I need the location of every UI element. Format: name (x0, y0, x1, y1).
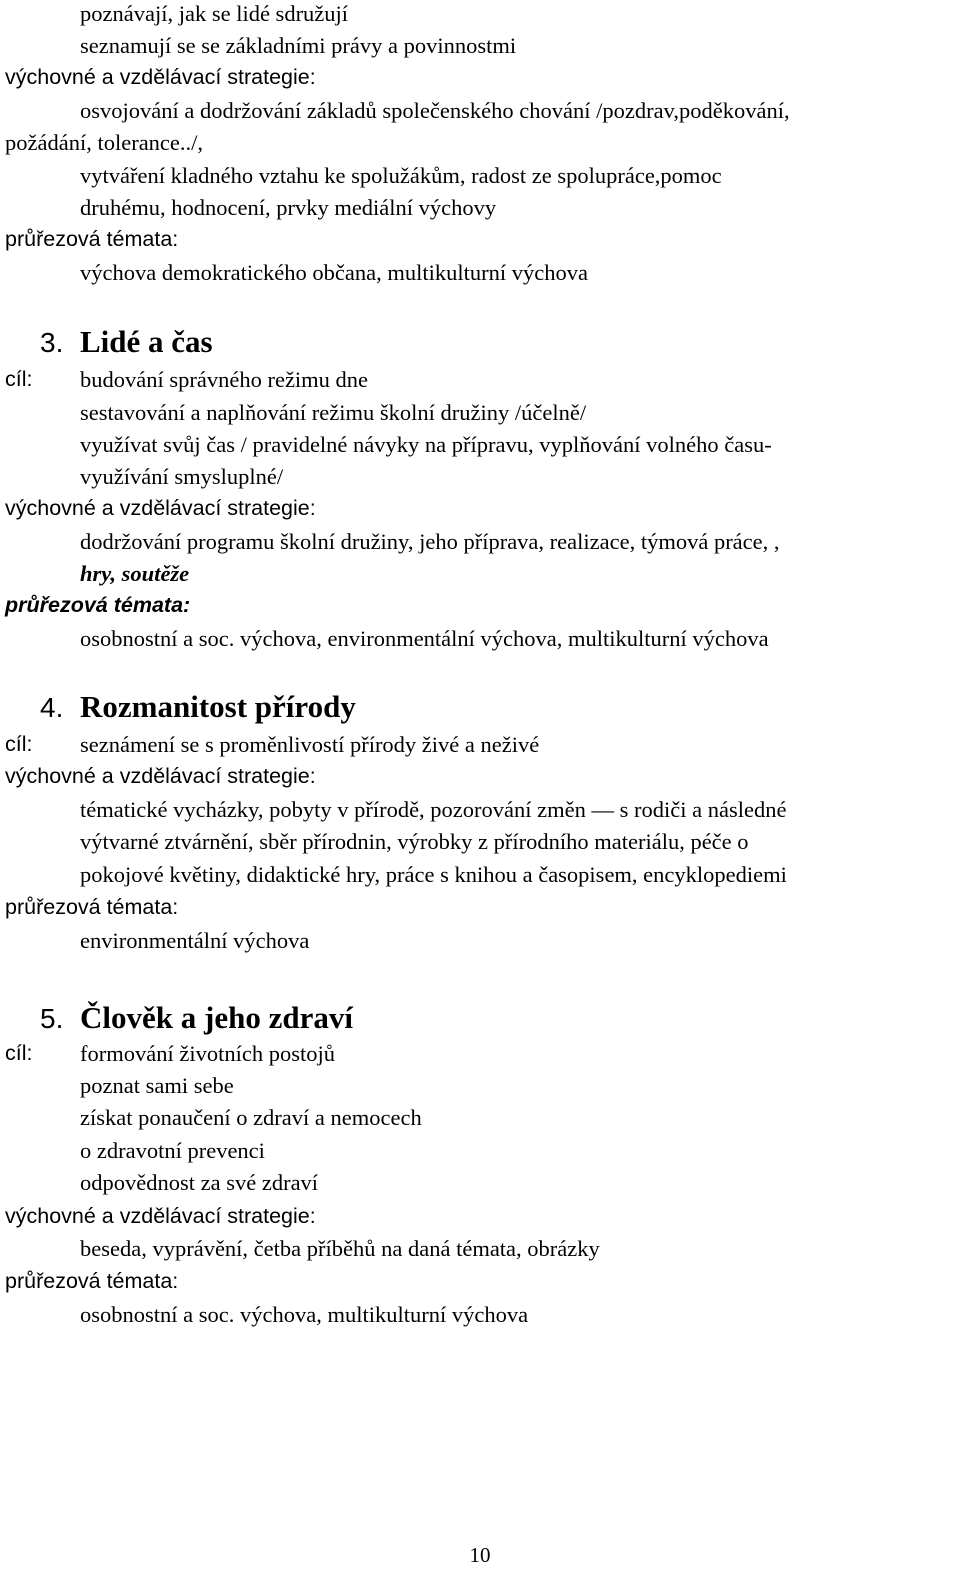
goal-line: odpovědnost za své zdraví (80, 1170, 319, 1195)
strategy-line: osvojování a dodržování základů společenského chování /pozdrav,poděkování, (80, 98, 790, 123)
cross-topics-text: výchova demokratického občana, multikulturní výchova (80, 260, 588, 285)
section-number: 3. (40, 327, 64, 358)
cross-topics-text: osobnostní a soc. výchova, environmentální výchova, multikulturní výchova (80, 626, 769, 651)
goal-line: o zdravotní prevenci (80, 1138, 265, 1163)
section-title: Člověk a jeho zdraví (80, 1000, 353, 1035)
cross-topics-text: environmentální výchova (80, 928, 310, 953)
strategy-line: vytváření kladného vztahu ke spolužákům, radost ze spolupráce,pomoc (80, 163, 722, 188)
strategy-line: tématické vycházky, pobyty v přírodě, pozorování změn — s rodiči a následné (80, 797, 787, 822)
strategy-line: hry, soutěže (80, 561, 190, 586)
page-number: 10 (469, 1543, 491, 1567)
strategy-heading: výchovné a vzdělávací strategie: (5, 65, 316, 89)
strategy-line: požádání, tolerance../, (5, 130, 204, 155)
strategy-line: výtvarné ztvárnění, sběr přírodnin, výrobky z přírodního materiálu, péče o (80, 829, 749, 854)
goal-line: využívání smysluplné/ (80, 464, 284, 489)
goal-line: získat ponaučení o zdraví a nemocech (80, 1105, 422, 1130)
section-title: Rozmanitost přírody (80, 689, 356, 724)
goal-line: seznámení se s proměnlivostí přírody živé a neživé (80, 732, 540, 757)
intro-line: seznamují se se základními právy a povinnostmi (80, 33, 517, 58)
cross-topics-heading: průřezová témata: (5, 227, 179, 251)
goal-label: cíl: (5, 367, 33, 391)
strategy-heading: výchovné a vzdělávací strategie: (5, 496, 316, 520)
goal-label: cíl: (5, 732, 33, 756)
cross-topics-heading: průřezová témata: (5, 1269, 179, 1293)
goal-line: poznat sami sebe (80, 1073, 234, 1098)
strategy-heading: výchovné a vzdělávací strategie: (5, 764, 316, 788)
strategy-line: pokojové květiny, didaktické hry, práce s knihou a časopisem, encyklopediemi (80, 862, 787, 887)
section-number: 4. (40, 692, 64, 723)
goal-line: formování životních postojů (80, 1041, 335, 1066)
strategy-line: druhému, hodnocení, prvky mediální výchovy (80, 195, 497, 220)
goal-line: budování správného režimu dne (80, 367, 369, 392)
cross-topics-heading: průřezová témata: (5, 895, 179, 919)
goal-line: využívat svůj čas / pravidelné návyky na přípravu, vyplňování volného času- (80, 432, 772, 457)
intro-line: poznávají, jak se lidé sdružují (80, 1, 349, 26)
cross-topics-text: osobnostní a soc. výchova, multikulturní výchova (80, 1302, 529, 1327)
goal-line: sestavování a naplňování režimu školní družiny /účelně/ (80, 400, 587, 425)
strategy-line: dodržování programu školní družiny, jeho příprava, realizace, týmová práce, , (80, 529, 780, 554)
cross-topics-heading: průřezová témata: (5, 593, 191, 617)
strategy-line: beseda, vyprávění, četba příběhů na daná témata, obrázky (80, 1236, 600, 1261)
goal-label: cíl: (5, 1041, 33, 1065)
strategy-heading: výchovné a vzdělávací strategie: (5, 1204, 316, 1228)
section-title: Lidé a čas (80, 324, 213, 359)
section-number: 5. (40, 1003, 64, 1034)
